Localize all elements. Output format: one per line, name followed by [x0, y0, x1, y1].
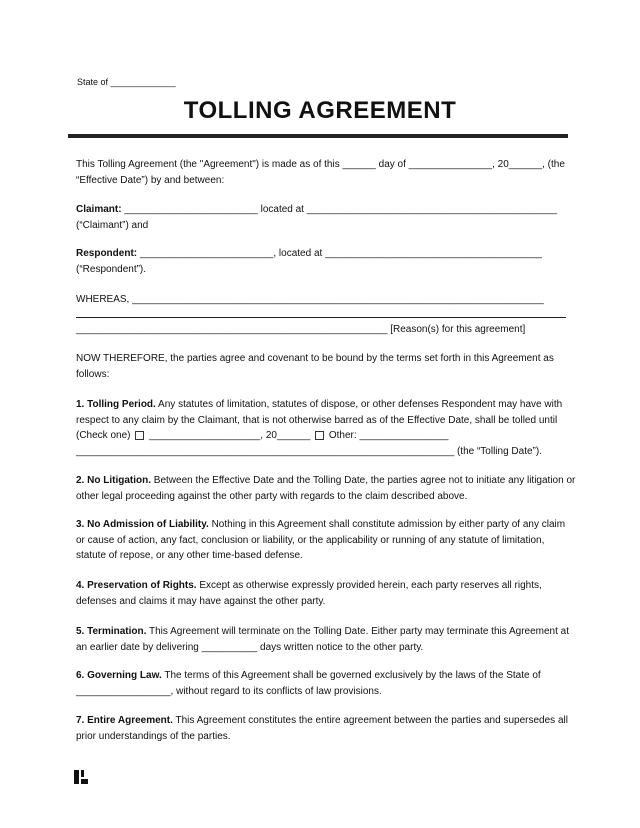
claimant-text: ________________________ located at _____________________________________________ (“Claimant”) and: [76, 204, 558, 231]
section-4: [76, 578, 576, 609]
document-title: TOLLING AGREEMENT: [183, 97, 457, 124]
logo-icon: [72, 768, 90, 786]
checkbox-date-option[interactable]: [135, 431, 144, 440]
claimant-label: Claimant:: [76, 204, 122, 215]
section-6-heading: 6. Governing Law.: [76, 670, 162, 681]
section-7: [76, 713, 576, 744]
whereas-end-line: ________________________________________________________ [Reason(s) for this agreement]: [76, 324, 526, 335]
section-6-body: The terms of this Agreement shall be governed exclusively by the laws of the State of _________________, without regard to its conflicts of law provisions.: [76, 670, 541, 697]
section-5: [76, 624, 576, 655]
whereas-blank-line: [76, 317, 566, 318]
section-5-body: This Agreement will terminate on the Tolling Date. Either party may terminate this Agreement at an earlier date by delivering __________ days written notice to the other party.: [76, 626, 570, 653]
section-2-body: Between the Effective Date and the Tolling Date, the parties agree not to initiate any litigation or other legal proceeding against the other party with regards to the claim described above.: [76, 475, 576, 502]
respondent-paragraph: [76, 246, 576, 277]
section-2: [76, 473, 576, 504]
section-7-body: This Agreement constitutes the entire agreement between the parties and supersedes all prior understandings of the parties.: [76, 715, 568, 742]
state-line: State of _____________: [77, 77, 176, 87]
section-3-body: Nothing in this Agreement shall constitute admission by either party of any claim or cause of action, any fact, conclusion or liability, or the applicability or running of any statute of limitation, statute of repose, or any other time-based defense.: [76, 519, 566, 561]
claimant-paragraph: [76, 202, 576, 233]
section-3: [76, 517, 576, 564]
whereas-line: WHEREAS, __________________________________________________________________________: [76, 294, 544, 305]
intro-paragraph: This Tolling Agreement (the "Agreement") is made as of this ______ day of _______________, 20______, (the “Effective Date”) by and between:: [76, 159, 565, 186]
section-1-option-other: Other: ________________: [326, 430, 449, 441]
section-2-heading: 2. No Litigation.: [76, 475, 151, 486]
section-1-body: Any statutes of limitation, statutes of dispose, or other defenses Respondent may have with respect to any claim by the Claimant, that is not otherwise barred as of the Effective Date, shall be tolled until (Check one): [76, 399, 563, 441]
title-rule: [68, 134, 568, 138]
section-5-heading: 5. Termination.: [76, 626, 147, 637]
section-6: [76, 668, 576, 699]
section-7-heading: 7. Entire Agreement.: [76, 715, 173, 726]
respondent-text: ________________________, located at _______________________________________ (“Respondent”).: [76, 248, 542, 275]
section-1-end: ____________________________________________________________________ (the “Tolling Date”).: [76, 445, 542, 457]
section-4-heading: 4. Preservation of Rights.: [76, 580, 197, 591]
respondent-label: Respondent:: [76, 248, 138, 259]
now-therefore-paragraph: NOW THEREFORE, the parties agree and covenant to be bound by the terms set forth in this Agreement as follows:: [76, 353, 554, 380]
section-3-heading: 3. No Admission of Liability.: [76, 519, 209, 530]
section-1: [76, 397, 576, 459]
checkbox-other-option[interactable]: [315, 431, 324, 440]
section-1-heading: 1. Tolling Period.: [76, 399, 156, 410]
section-4-body: Except as otherwise expressly provided herein, each party reserves all rights, defenses and claims it may have against the other party.: [76, 580, 542, 607]
section-1-option-date: ____________________, 20______: [146, 430, 314, 441]
